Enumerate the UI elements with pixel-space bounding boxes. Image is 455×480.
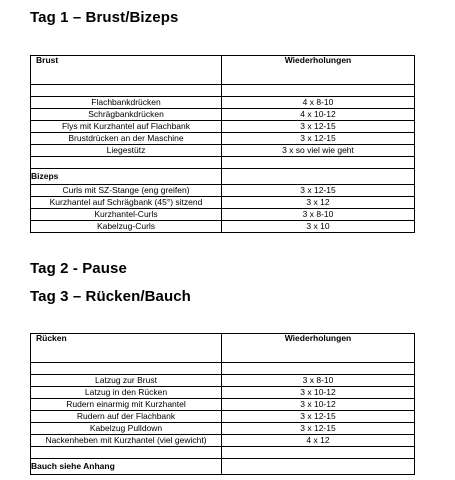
reps-cell: 3 x 12-15 — [222, 121, 415, 133]
table-row — [31, 209, 415, 221]
table-row — [31, 387, 415, 399]
table-row — [31, 411, 415, 423]
table-row — [31, 145, 415, 157]
table-row — [31, 399, 415, 411]
day1-table — [30, 55, 415, 233]
exercise-cell: Kabelzug-Curls — [31, 221, 222, 233]
reps-cell: 3 x 10-12 — [222, 387, 415, 399]
table-row — [31, 221, 415, 233]
day3-table — [30, 333, 415, 475]
reps-cell: 3 x so viel wie geht — [222, 145, 415, 157]
table-row — [31, 185, 415, 197]
reps-cell: 4 x 8-10 — [222, 97, 415, 109]
reps-cell: 4 x 10-12 — [222, 109, 415, 121]
reps-cell: 3 x 8-10 — [222, 209, 415, 221]
table-row — [31, 435, 415, 447]
reps-cell: 3 x 12-15 — [222, 423, 415, 435]
day2-title: Tag 2 - Pause — [30, 260, 127, 277]
spacer-row — [31, 447, 415, 459]
reps-cell: 3 x 12-15 — [222, 133, 415, 145]
reps-cell: 4 x 12 — [222, 435, 415, 447]
exercise-cell: Kabelzug Pulldown — [31, 423, 222, 435]
table-row — [31, 375, 415, 387]
reps-cell: 3 x 12-15 — [222, 185, 415, 197]
reps-cell: 3 x 8-10 — [222, 375, 415, 387]
exercise-cell: Liegestütz — [31, 145, 222, 157]
column-header-reps: Wiederholungen — [222, 56, 415, 85]
exercise-cell: Rudern einarmig mit Kurzhantel — [31, 399, 222, 411]
table-row — [31, 97, 415, 109]
column-header-reps: Wiederholungen — [222, 334, 415, 363]
table-row — [31, 423, 415, 435]
table-header-row — [31, 334, 415, 363]
table-row — [31, 121, 415, 133]
bauch-note: Bauch siehe Anhang — [31, 459, 222, 475]
reps-cell: 3 x 10-12 — [222, 399, 415, 411]
spacer-row — [31, 363, 415, 375]
exercise-cell: Latzug in den Rücken — [31, 387, 222, 399]
day1-title: Tag 1 – Brust/Bizeps — [30, 9, 179, 26]
spacer-row — [31, 85, 415, 97]
reps-cell: 3 x 12-15 — [222, 411, 415, 423]
section-label-bizeps: Bizeps — [31, 169, 222, 185]
exercise-cell: Schrägbankdrücken — [31, 109, 222, 121]
exercise-cell: Nackenheben mit Kurzhantel (viel gewicht) — [31, 435, 222, 447]
exercise-cell: Kurzhantel-Curls — [31, 209, 222, 221]
table-row — [31, 133, 415, 145]
reps-cell: 3 x 12 — [222, 197, 415, 209]
exercise-cell: Curls mit SZ-Stange (eng greifen) — [31, 185, 222, 197]
reps-cell: 3 x 10 — [222, 221, 415, 233]
table-row — [31, 197, 415, 209]
column-header-exercise: Rücken — [31, 334, 222, 363]
exercise-cell: Flys mit Kurzhantel auf Flachbank — [31, 121, 222, 133]
day3-title: Tag 3 – Rücken/Bauch — [30, 288, 191, 305]
table-row — [31, 109, 415, 121]
column-header-exercise: Brust — [31, 56, 222, 85]
exercise-cell: Brustdrücken an der Maschine — [31, 133, 222, 145]
section-row — [31, 459, 415, 475]
section-row — [31, 169, 415, 185]
exercise-cell: Rudern auf der Flachbank — [31, 411, 222, 423]
exercise-cell: Kurzhantel auf Schrägbank (45°) sitzend — [31, 197, 222, 209]
spacer-row — [31, 157, 415, 169]
table-header-row — [31, 56, 415, 85]
exercise-cell: Flachbankdrücken — [31, 97, 222, 109]
exercise-cell: Latzug zur Brust — [31, 375, 222, 387]
